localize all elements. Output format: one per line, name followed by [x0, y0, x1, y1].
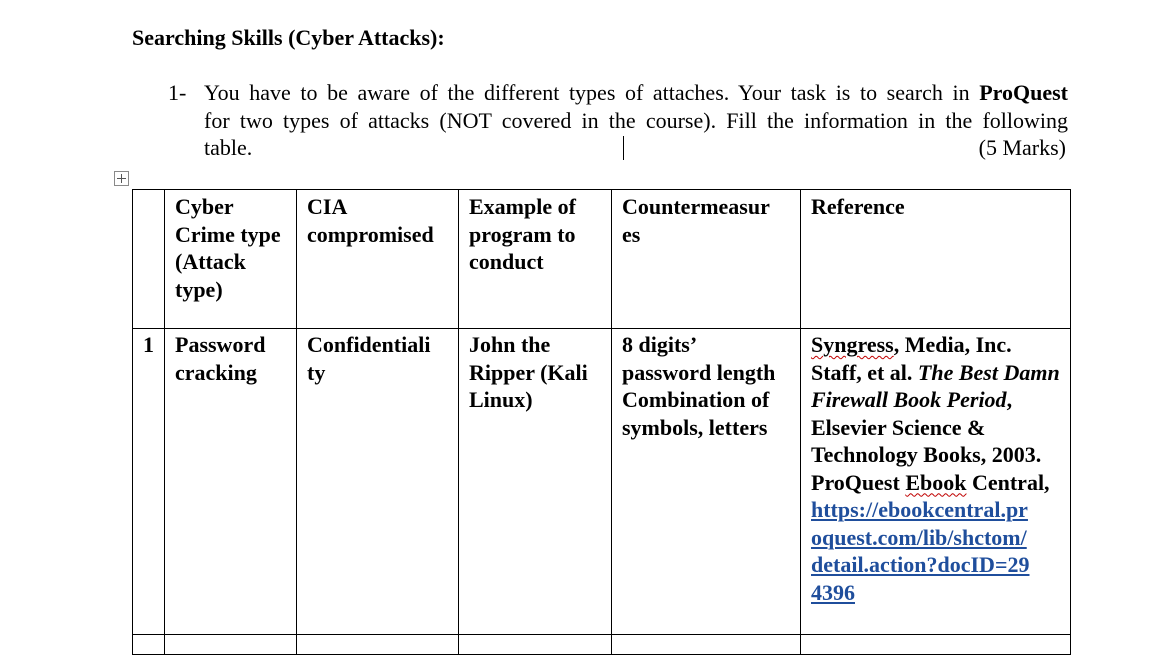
row-index[interactable]: 1 [133, 329, 165, 635]
reference-publisher: , Elsevier Science & Technology Books, 2003. ProQuest [811, 387, 1042, 495]
cell-program[interactable] [459, 635, 612, 655]
reference-title: The Best Damn Firewall Book Period [811, 359, 1060, 412]
task-line-3 [204, 134, 1068, 162]
attacks-table [132, 189, 1071, 655]
section-heading: Searching Skills (Cyber Attacks): [132, 25, 445, 50]
header-cell-type[interactable]: Cyber Crime type (Attack type) [165, 190, 297, 329]
cell-type[interactable]: Password cracking [165, 329, 297, 635]
reference-author: , Media, Inc. Staff, et al. [811, 332, 1012, 385]
table-row [133, 329, 1071, 635]
cell-reference[interactable] [801, 329, 1071, 635]
cell-reference[interactable] [801, 635, 1071, 655]
task-line-1-text: You have to be aware of the different types of attaches. Your task is to search in [204, 80, 970, 105]
cell-type[interactable] [165, 635, 297, 655]
task-line-3-text: table. [204, 135, 253, 160]
header-cell-cia[interactable]: CIA compromised [297, 190, 459, 329]
cell-program[interactable]: John the Ripper (Kali Linux) [459, 329, 612, 635]
reference-author-misspelled: Syngress [811, 332, 894, 357]
cell-countermeasures[interactable]: 8 digits’ password length Combination of symbols, letters [612, 329, 801, 635]
table-row [133, 635, 1071, 655]
proquest-emphasis: ProQuest [979, 80, 1069, 105]
cell-cia[interactable] [297, 635, 459, 655]
header-cell-countermeasures[interactable]: Countermeasur es [612, 190, 801, 329]
reference-central: Central, [971, 469, 1050, 495]
row-index[interactable] [133, 635, 165, 655]
header-cell-index[interactable] [133, 190, 165, 329]
task-line-1 [204, 79, 1068, 107]
table-move-handle-icon[interactable] [114, 171, 129, 186]
marks-label: (5 Marks) [978, 135, 1066, 160]
header-cell-program[interactable]: Example of program to conduct [459, 190, 612, 329]
reference-ebook: Ebook [905, 469, 967, 495]
cell-cia[interactable]: Confidentiali ty [297, 329, 459, 635]
reference-link[interactable]: https://ebookcentral.pr oquest.com/lib/shctom/ detail.action?docID=29 4396 [811, 497, 1030, 605]
header-cell-reference[interactable]: Reference [801, 190, 1071, 329]
text-cursor [623, 136, 624, 160]
task-body [204, 79, 1068, 162]
task-number: 1- [168, 80, 187, 105]
table-header-row [133, 190, 1071, 329]
task-line-2: for two types of attacks (NOT covered in the course). Fill the information in the following [204, 107, 1068, 133]
cell-countermeasures[interactable] [612, 635, 801, 655]
